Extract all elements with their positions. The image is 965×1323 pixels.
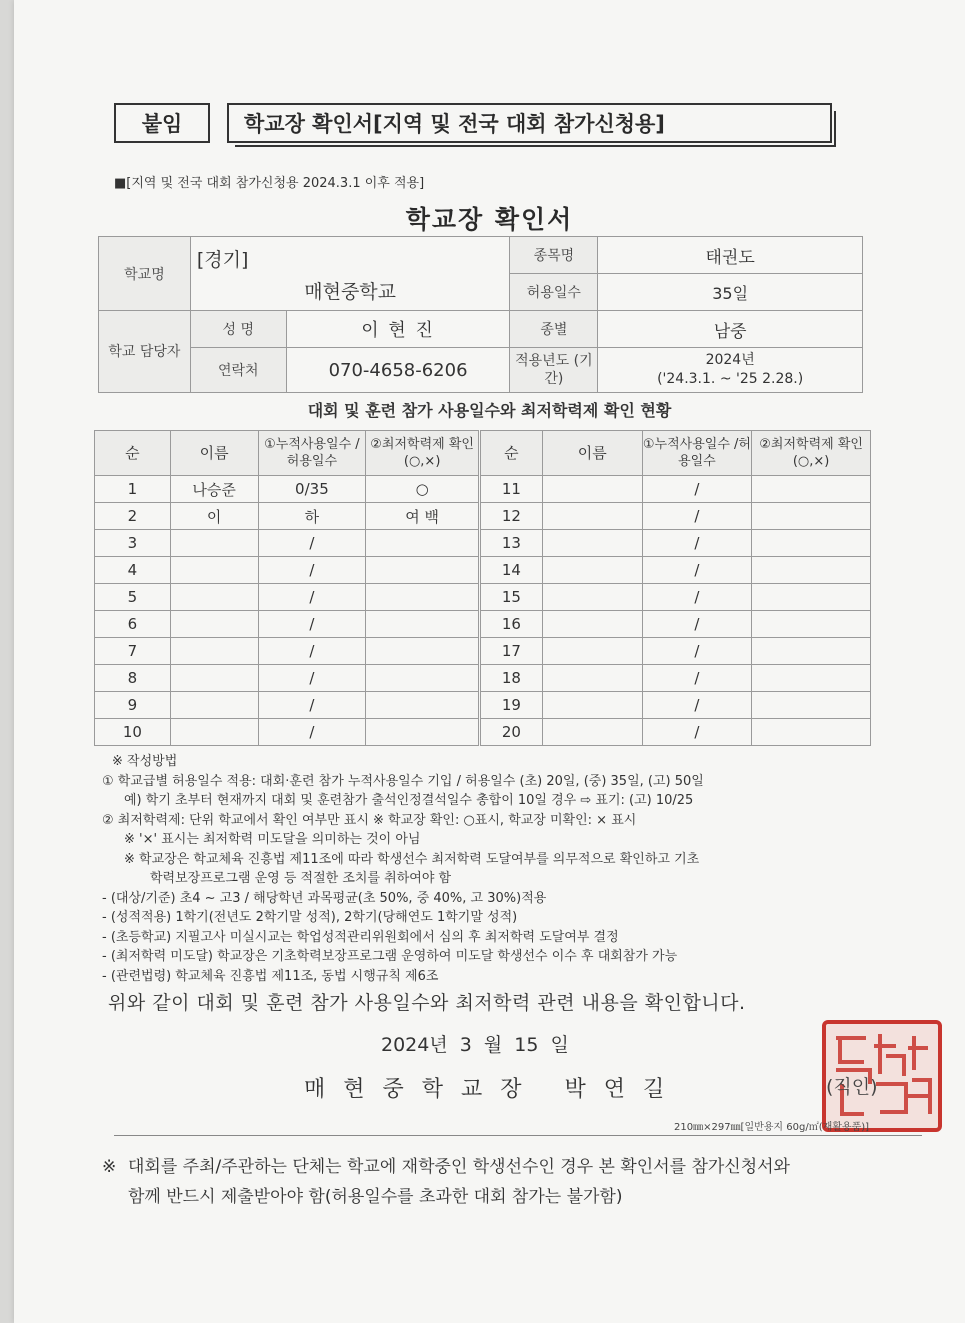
school-label: 학교명 <box>99 237 191 311</box>
footer-line-2: 함께 반드시 제출받아야 함(허용일수를 초과한 대회 참가는 불가함) <box>128 1187 623 1207</box>
row-days: / <box>642 584 752 611</box>
row-academic <box>366 692 479 719</box>
school-name: 매현중학교 <box>304 281 397 303</box>
row-name <box>170 611 258 638</box>
instructions <box>102 752 902 986</box>
footer-line-1: 대회를 주최/주관하는 단체는 학교에 재학중인 학생선수인 경우 본 확인서를 참가신청서와 <box>128 1157 790 1177</box>
row-name <box>170 530 258 557</box>
row-academic <box>752 665 871 692</box>
note-2a: ※ '×' 표시는 최저학력 미도달을 의미하는 것이 아님 <box>124 832 421 847</box>
detail-3: - (초등학교) 지필고사 미실시교는 학업성적관리위원회에서 심의 후 최저학력 도달여부 결정 <box>102 929 619 945</box>
status-table-right <box>480 430 871 746</box>
manager-label: 학교 담당자 <box>99 311 191 393</box>
header-academic: ②최저학력제 확인(○,×) <box>366 431 479 476</box>
row-number: 4 <box>95 557 171 584</box>
row-name <box>542 638 642 665</box>
table-row <box>95 584 479 611</box>
row-number: 18 <box>481 665 543 692</box>
row-name <box>542 503 642 530</box>
row-number: 11 <box>481 476 543 503</box>
note-2b: ※ 학교장은 학교체육 진흥법 제11조에 따라 학생선수 최저학력 도달여부를 의무적으로 확인하고 기초 <box>124 851 700 867</box>
confirm-statement: 위와 같이 대회 및 훈련 참가 사용일수와 최저학력 관련 내용을 확인합니다. <box>108 992 746 1014</box>
table-row <box>95 557 479 584</box>
row-days: / <box>258 665 366 692</box>
row-number: 7 <box>95 638 171 665</box>
info-table <box>98 236 863 393</box>
apply-note: ■[지역 및 전국 대회 참가신청용 2024.3.1 이후 적용] <box>114 176 425 191</box>
note-2: ② 최저학력제: 단위 학교에서 확인 여부만 표시 ※ 학교장 확인: ○표시, 학교장 미확인: × 표시 <box>102 812 637 828</box>
row-days: / <box>642 557 752 584</box>
table-row <box>481 584 871 611</box>
page-title: 학교장 확인서 <box>405 205 574 234</box>
row-name <box>542 692 642 719</box>
document-page <box>14 0 965 1323</box>
row-academic <box>752 530 871 557</box>
period-year: 2024년 <box>705 352 755 368</box>
row-name <box>170 692 258 719</box>
row-days: / <box>642 611 752 638</box>
note-1-example: 예) 학기 초부터 현재까지 대회 및 훈련참가 출석인정결석일수 총합이 10일 경우 ⇨ 표기: (고) 10/25 <box>124 793 694 808</box>
row-academic <box>752 692 871 719</box>
header-title: 학교장 확인서[지역 및 전국 대회 참가신청용] <box>227 103 832 143</box>
manager-name: 이 현 진 <box>286 311 510 348</box>
row-number: 8 <box>95 665 171 692</box>
header-no: 순 <box>95 431 171 476</box>
detail-4: - (최저학력 미도달) 학교장은 기초학력보장프로그램 운영하여 미도달 학생선수 이수 후 대회참가 가능 <box>102 949 678 964</box>
footer-mark: ※ <box>102 1157 117 1177</box>
table-row <box>481 665 871 692</box>
row-number: 5 <box>95 584 171 611</box>
row-number: 10 <box>95 719 171 746</box>
row-academic <box>752 503 871 530</box>
row-name: 이 <box>170 503 258 530</box>
row-name <box>170 638 258 665</box>
status-subtitle: 대회 및 훈련 참가 사용일수와 최저학력제 확인 현황 <box>307 401 672 420</box>
row-academic <box>752 557 871 584</box>
table-row <box>95 692 479 719</box>
header-name: 이름 <box>170 431 258 476</box>
table-row <box>481 611 871 638</box>
sport-label: 종목명 <box>510 237 598 274</box>
paper-size-note: 210㎜×297㎜[일반용지 60g/㎡(재활용품)] <box>674 1122 870 1133</box>
row-name <box>170 584 258 611</box>
footer-note <box>102 1152 902 1212</box>
period-label: 적용년도 (기간) <box>510 348 598 393</box>
instructions-heading: ※ 작성방법 <box>112 754 178 769</box>
category-label: 종별 <box>510 311 598 348</box>
seal-label: (직인) <box>826 1076 878 1098</box>
issue-date <box>381 1030 569 1057</box>
table-row <box>481 638 871 665</box>
row-days: / <box>642 665 752 692</box>
school-region: [경기] <box>196 249 249 271</box>
row-academic <box>366 584 479 611</box>
row-academic <box>752 611 871 638</box>
contact-value: 070-4658-6206 <box>286 348 510 393</box>
row-name <box>542 557 642 584</box>
row-days: / <box>258 638 366 665</box>
row-name <box>542 611 642 638</box>
table-row <box>481 503 871 530</box>
row-number: 9 <box>95 692 171 719</box>
table-row <box>481 557 871 584</box>
name-label: 성 명 <box>190 311 286 348</box>
allowed-days-label: 허용일수 <box>510 274 598 311</box>
sport-value: 태권도 <box>598 237 863 274</box>
table-row <box>481 476 871 503</box>
principal-name: 매현중학교장 박연길 <box>304 1077 683 1102</box>
row-academic <box>366 719 479 746</box>
row-academic: ○ <box>366 476 479 503</box>
row-number: 17 <box>481 638 543 665</box>
table-row <box>481 530 871 557</box>
row-days: / <box>258 611 366 638</box>
row-days: / <box>642 719 752 746</box>
period-range: ('24.3.1. ~ '25 2.28.) <box>657 371 804 387</box>
row-academic <box>366 665 479 692</box>
category-value: 남중 <box>598 311 863 348</box>
row-days: / <box>642 530 752 557</box>
row-academic: 여 백 <box>366 503 479 530</box>
table-row <box>481 719 871 746</box>
row-number: 14 <box>481 557 543 584</box>
row-name <box>170 665 258 692</box>
row-name <box>542 530 642 557</box>
school-cell <box>190 237 510 311</box>
row-number: 19 <box>481 692 543 719</box>
date-year: 2024년 <box>381 1034 448 1056</box>
header-days: ①누적사용일수 /허용일수 <box>258 431 366 476</box>
row-days: / <box>642 476 752 503</box>
row-days: / <box>642 638 752 665</box>
detail-1: - (대상/기준) 초4 ~ 고3 / 해당학년 과목평균(초 50%, 중 40%, 고 30%)적용 <box>102 890 547 906</box>
attachment-tag: 붙임 <box>114 103 210 143</box>
row-name <box>542 665 642 692</box>
row-number: 13 <box>481 530 543 557</box>
detail-2: - (성적적용) 1학기(전년도 2학기말 성적), 2학기(당해연도 1학기말 성적) <box>102 910 518 925</box>
row-number: 2 <box>95 503 171 530</box>
row-days: / <box>258 719 366 746</box>
row-days: / <box>642 503 752 530</box>
row-days: / <box>258 584 366 611</box>
header-academic: ②최저학력제 확인(○,×) <box>752 431 871 476</box>
date-day: 15 일 <box>514 1034 569 1056</box>
row-days: / <box>258 530 366 557</box>
divider <box>114 1135 922 1136</box>
table-row <box>95 476 479 503</box>
date-month: 3 월 <box>459 1034 503 1056</box>
row-number: 12 <box>481 503 543 530</box>
table-row <box>95 665 479 692</box>
row-number: 6 <box>95 611 171 638</box>
row-days: 0/35 <box>258 476 366 503</box>
row-name <box>542 476 642 503</box>
row-academic <box>366 638 479 665</box>
table-row <box>481 692 871 719</box>
period-cell <box>598 348 863 393</box>
header-name: 이름 <box>542 431 642 476</box>
row-name <box>542 719 642 746</box>
table-row <box>95 638 479 665</box>
status-table-left <box>94 430 479 746</box>
header-no: 순 <box>481 431 543 476</box>
row-academic <box>366 557 479 584</box>
row-number: 15 <box>481 584 543 611</box>
row-days: / <box>258 692 366 719</box>
table-row <box>95 611 479 638</box>
header-days: ①누적사용일수 /허용일수 <box>642 431 752 476</box>
note-2c: 학력보장프로그램 운영 등 적절한 조치를 취하여야 함 <box>150 871 452 886</box>
row-number: 20 <box>481 719 543 746</box>
row-academic <box>366 530 479 557</box>
row-name <box>170 557 258 584</box>
row-name <box>542 584 642 611</box>
row-number: 16 <box>481 611 543 638</box>
row-academic <box>752 476 871 503</box>
note-1: ① 학교급별 허용일수 적용: 대회·훈련 참가 누적사용일수 기입 / 허용일수 (초) 20일, (중) 35일, (고) 50일 <box>102 773 704 789</box>
row-days: / <box>258 557 366 584</box>
table-row <box>95 530 479 557</box>
row-academic <box>752 719 871 746</box>
row-days: / <box>642 692 752 719</box>
row-number: 1 <box>95 476 171 503</box>
row-days: 하 <box>258 503 366 530</box>
row-number: 3 <box>95 530 171 557</box>
table-row <box>95 719 479 746</box>
row-academic <box>752 638 871 665</box>
row-academic <box>752 584 871 611</box>
contact-label: 연락처 <box>190 348 286 393</box>
row-academic <box>366 611 479 638</box>
row-name <box>170 719 258 746</box>
allowed-days-value: 35일 <box>598 274 863 311</box>
detail-5: - (관련법령) 학교체육 진흥법 제11조, 동법 시행규칙 제6조 <box>102 968 439 984</box>
row-name: 나승준 <box>170 476 258 503</box>
table-row <box>95 503 479 530</box>
